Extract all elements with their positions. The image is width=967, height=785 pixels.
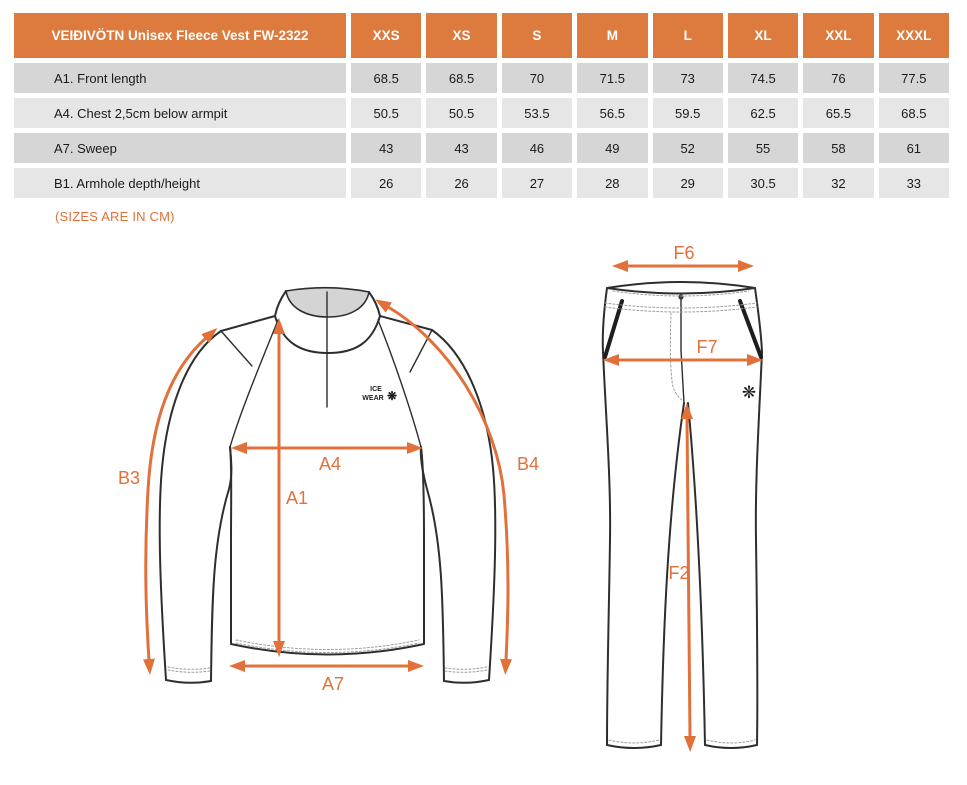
table-title: VEIÐIVÖTN Unisex Fleece Vest FW-2322 [14,13,346,58]
measurement-value: 59.5 [653,98,723,128]
size-column-header: M [577,13,647,58]
measurement-row [14,63,949,93]
measurement-label: A4. Chest 2,5cm below armpit [14,98,346,128]
measurement-value: 68.5 [879,98,949,128]
logo-snowflake-icon: ❋ [387,389,398,403]
measurement-value: 62.5 [728,98,798,128]
measurement-value: 29 [653,168,723,198]
size-column-header: XS [426,13,496,58]
measurement-value: 33 [879,168,949,198]
b3-dimension-arrow [146,338,206,660]
measurement-label: A7. Sweep [14,133,346,163]
units-note: (SIZES ARE IN CM) [55,209,175,224]
measurement-value: 52 [653,133,723,163]
measurement-value: 68.5 [426,63,496,93]
measurement-value: 43 [351,133,421,163]
measurement-value: 32 [803,168,873,198]
f7-dimension-label: F7 [696,337,718,357]
waist-button [678,294,683,299]
measurement-value: 71.5 [577,63,647,93]
size-column-header: S [502,13,572,58]
f2-dimension-label: F2 [668,563,690,583]
measurement-value: 43 [426,133,496,163]
measurement-row [14,168,949,198]
measurement-row [14,98,949,128]
measurement-value: 56.5 [577,98,647,128]
b4-dimension-label: B4 [516,454,540,474]
measurement-value: 53.5 [502,98,572,128]
measurement-label: B1. Armhole depth/height [14,168,346,198]
logo-line2: WEAR [362,395,384,402]
a7-dimension-label: A7 [321,674,345,694]
size-header-row [14,13,949,58]
b4-dimension-arrow [388,307,508,660]
measurement-value: 26 [426,168,496,198]
f6-dimension-label: F6 [673,243,695,263]
size-table-body [14,63,949,198]
measurement-value: 70 [502,63,572,93]
measurement-value: 50.5 [351,98,421,128]
pants-drawing [603,243,762,748]
size-chart-table [9,8,954,203]
size-column-header: XXS [351,13,421,58]
size-column-header: XL [728,13,798,58]
measurement-value: 46 [502,133,572,163]
measurement-value: 58 [803,133,873,163]
measurement-row [14,133,949,163]
measurement-value: 73 [653,63,723,93]
measurement-value: 30.5 [728,168,798,198]
measurement-value: 28 [577,168,647,198]
measurement-value: 50.5 [426,98,496,128]
measurement-diagram [0,240,967,785]
measurement-value: 68.5 [351,63,421,93]
size-column-header: XXXL [879,13,949,58]
size-column-header: XXL [803,13,873,58]
a4-dimension-label: A4 [318,454,342,474]
icewear-logo [362,386,397,403]
measurement-value: 61 [879,133,949,163]
measurement-value: 27 [502,168,572,198]
measurement-value: 55 [728,133,798,163]
measurement-value: 77.5 [879,63,949,93]
logo-line1: ICE [370,386,382,393]
measurement-label: A1. Front length [14,63,346,93]
pants-snowflake-icon: ❋ [741,383,757,402]
b3-dimension-label: B3 [117,468,141,488]
measurement-value: 76 [803,63,873,93]
measurement-value: 74.5 [728,63,798,93]
fleece-drawing [118,288,539,694]
measurement-value: 26 [351,168,421,198]
size-column-header: L [653,13,723,58]
measurement-value: 65.5 [803,98,873,128]
left-pocket [605,301,622,357]
a1-dimension-label: A1 [285,488,309,508]
measurement-value: 49 [577,133,647,163]
